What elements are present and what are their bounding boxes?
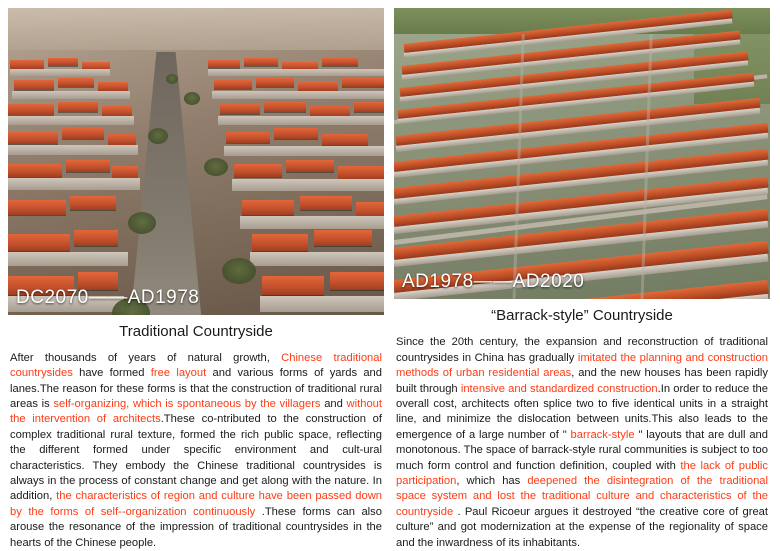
highlighted-text: Chinese traditional countrysides [10,351,382,380]
right-body-text [394,333,770,551]
highlighted-text: the lack of public participation [396,459,768,487]
plain-text: Since the 20th century, the expansion and reconstruction of traditional countrysides in China has gradually [396,336,768,364]
left-photo-title: Traditional Countryside [8,315,384,349]
barrack-style-village-photo [394,8,770,299]
highlighted-text: self-organizing, which is spontaneous by the villagers [53,397,321,410]
plain-text: and various forms of yards and lanes.The reason for these forms is that the construction of traditional rural areas is [10,367,383,410]
right-photo-title: “Barrack-style” Countryside [394,299,770,333]
plain-text: , and the new houses has been rapidly built through [396,367,768,395]
highlighted-text: barrack-style [570,428,635,441]
plain-text: " layouts that are dull and monotonous. The space of barrack-style rural communities is subject to too much form control and function definition, coupled with [396,428,768,472]
plain-text: , which has [456,474,528,487]
highlighted-text: the characteristics of region and culture have been passed down by the forms of self--organization continuously [10,490,383,518]
highlighted-text: deepened the disintegration of the traditional space system and lost the traditional culture and characteristics of the countryside [396,474,768,518]
plain-text: .These forms can also arouse the resonance of the impression of traditional countrysides in the hearts of the Chinese people. [10,505,382,549]
highlighted-text: imitated the planning and construction methods of urban residential areas [396,351,768,380]
highlighted-text: intensive and standardized construction [460,382,658,395]
photo-horizon-band [8,8,384,50]
left-body-text [8,349,384,551]
right-photo-caption: AD1978——AD2020 [402,271,585,293]
plain-text: .In order to reduce the overall cost, architects often splice two to five identical units in a straight line, and minimize the dislocation between units.This also leads to the emergence of a large number of " [396,382,768,441]
highlighted-text: without the intervention of architects [10,397,382,426]
plain-text: After thousands of years of natural growth, [10,351,282,364]
plain-text: and [320,397,347,410]
traditional-village-photo [8,8,384,315]
left-panel [8,8,384,551]
highlighted-text: free layout [150,367,207,380]
plain-text: . Paul Ricoeur argues it destroyed “the creative core of great culture” and got modernization at the expense of the regionality of space and the inwardness of its inhabitants. [396,505,768,549]
right-panel [394,8,770,551]
left-photo-caption: DC2070——AD1978 [16,286,200,308]
plain-text: .These co-ntributed to the construction of complex traditional rural texture, formed the rich public space, reflecting the different formed under specific environment and cult-ural characteristics. They embody the Chinese traditional countrysides is always in the process of constant change and get along with the nature. In addition, [10,413,383,503]
plain-text: have formed [72,367,151,380]
